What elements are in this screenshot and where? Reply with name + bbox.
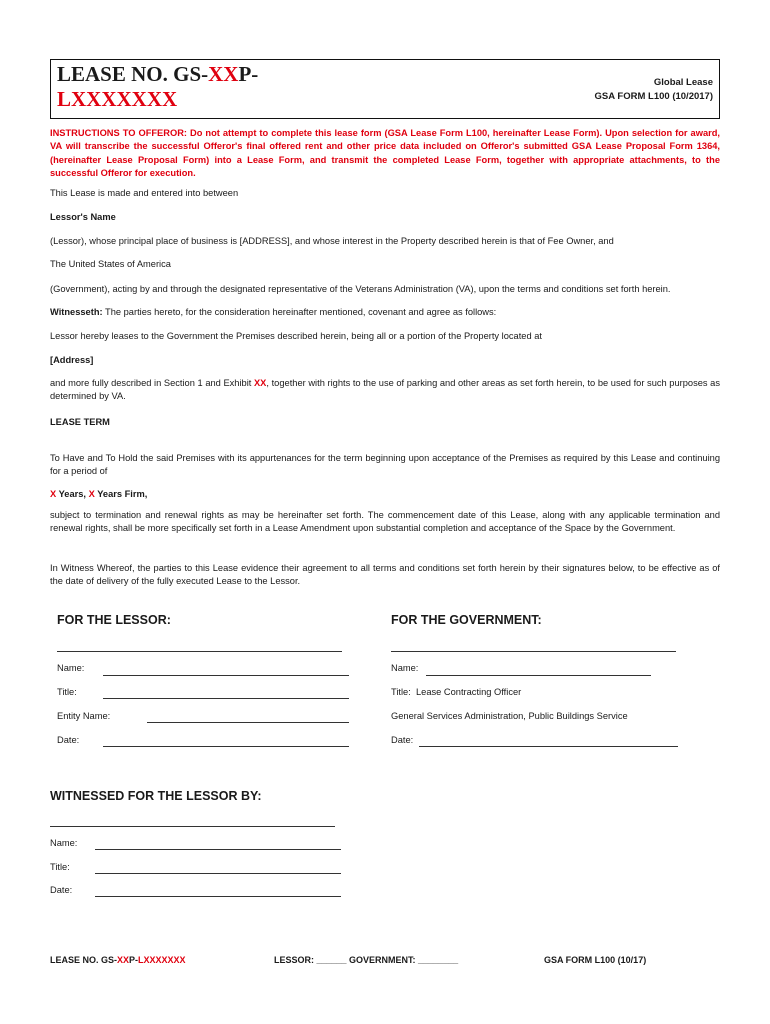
witness-name-label: Name:	[50, 838, 78, 848]
footer-lease-number: LEASE NO. GS-XXP-LXXXXXXX	[50, 955, 186, 965]
government-agency: General Services Administration, Public Buildings Service	[391, 711, 628, 721]
global-lease-label: Global Lease	[653, 77, 713, 88]
footer-initials: LESSOR: ______ GOVERNMENT: ________	[274, 955, 459, 965]
lease-number-title: LEASE NO. GS-XXP- LXXXXXXX	[57, 62, 259, 111]
form-number: GSA FORM L100 (10/2017)	[594, 91, 713, 102]
witness-whereof-paragraph: In Witness Whereof, the parties to this Lease evidence their agreement to all terms and conditions set forth herein by their signatures below, to be effective as of the date of delivery of the fully executed Lease to the Lessor.	[50, 563, 720, 587]
form-identifier	[595, 76, 713, 104]
government-paragraph: (Government), acting by and through the designated representative of the Veterans Administration (VA), upon the terms and conditions set forth herein.	[50, 284, 671, 294]
address-field: [Address]	[50, 355, 94, 365]
lessor-entity-label: Entity Name:	[57, 711, 111, 721]
lessor-date-label: Date:	[57, 735, 80, 745]
government-date-label: Date:	[391, 735, 414, 745]
lessor-name-label: Name:	[57, 663, 85, 673]
lessor-paragraph: (Lessor), whose principal place of business is [ADDRESS], and whose interest in the Property described herein is that of Fee Owner, and	[50, 236, 614, 246]
premises-paragraph: Lessor hereby leases to the Government the Premises described herein, being all or a portion of the Property located at	[50, 331, 542, 341]
witness-date-line[interactable]	[95, 896, 341, 897]
term-years-field: X Years, X Years Firm,	[50, 489, 148, 499]
intro-paragraph: This Lease is made and entered into between	[50, 188, 239, 198]
instructions-to-offeror: INSTRUCTIONS TO OFFEROR: Do not attempt to complete this lease form (GSA Lease Form L100, hereinafter Lease Form). Upon selection for award, VA will transcribe the successful Offeror's final offered rent and other price data included on Offeror's submitted GSA Lease Proposal Form 1364, (hereinafter Lease Proposal Form) into a Lease Form, and transmit the completed Lease Form, together with appropriate attachments, to the successful Offeror for execution.	[50, 128, 720, 178]
government-heading: FOR THE GOVERNMENT:	[391, 613, 542, 627]
government-date-line[interactable]	[419, 746, 678, 747]
lessor-entity-line[interactable]	[147, 722, 349, 723]
termination-paragraph: subject to termination and renewal rights as may be hereinafter set forth. The commencement date of this Lease, along with any applicable termination and renewal rights, shall be more specifically set forth in a Lease Amendment upon substantial completion and acceptance of the Space by the Government.	[50, 510, 720, 534]
witnesseth-paragraph: Witnesseth: The parties hereto, for the consideration hereinafter mentioned, covenant and agree as follows:	[50, 307, 497, 317]
government-name-line[interactable]	[426, 675, 651, 676]
lessor-title-label: Title:	[57, 687, 77, 697]
witness-heading: WITNESSED FOR THE LESSOR BY:	[50, 789, 262, 803]
lessor-name-line[interactable]	[103, 675, 349, 676]
witness-title-label: Title:	[50, 862, 70, 872]
witness-title-line[interactable]	[95, 873, 341, 874]
usa-paragraph: The United States of America	[50, 259, 171, 269]
government-name-label: Name:	[391, 663, 419, 673]
lessor-signature-line[interactable]	[57, 651, 342, 652]
witness-name-line[interactable]	[95, 849, 341, 850]
footer-form-number: GSA FORM L100 (10/17)	[544, 955, 647, 965]
lease-term-heading: LEASE TERM	[50, 417, 110, 427]
lessor-date-line[interactable]	[103, 746, 349, 747]
government-title: Title: Lease Contracting Officer	[391, 687, 522, 697]
witness-signature-line[interactable]	[50, 826, 335, 827]
witness-date-label: Date:	[50, 885, 73, 895]
term-paragraph: To Have and To Hold the said Premises with its appurtenances for the term beginning upon acceptance of the Premises as required by this Lease and continuing for a period of	[50, 453, 720, 477]
lessor-heading: FOR THE LESSOR:	[57, 613, 171, 627]
lessor-name-field: Lessor's Name	[50, 212, 116, 222]
lessor-title-line[interactable]	[103, 698, 349, 699]
government-signature-line[interactable]	[391, 651, 676, 652]
exhibit-paragraph: and more fully described in Section 1 and Exhibit XX, together with rights to the use of parking and other areas as set forth herein, to be used for such purposes as determined by VA.	[50, 378, 720, 402]
